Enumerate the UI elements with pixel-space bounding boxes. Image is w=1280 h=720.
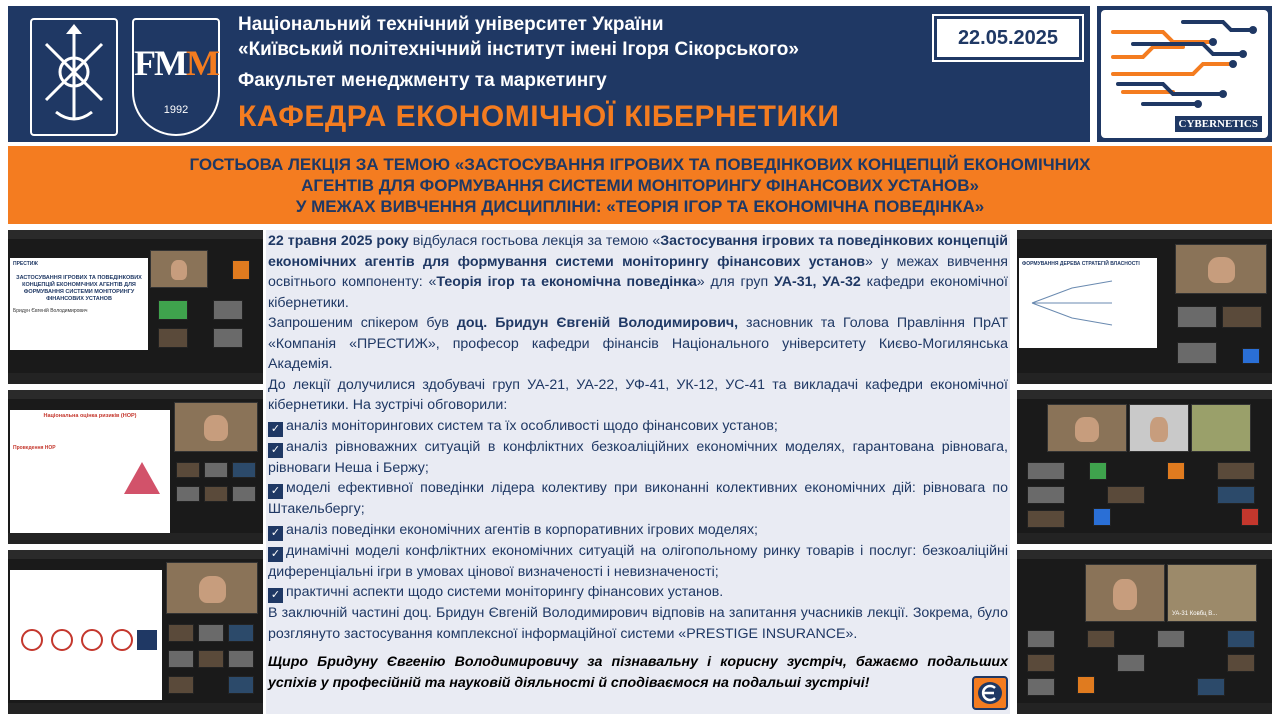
participant-tile <box>1227 630 1255 648</box>
lecture-screenshot-5 <box>1017 390 1272 544</box>
speaker-camera <box>1175 244 1267 294</box>
slide-preview <box>10 570 162 700</box>
participant-tile <box>1117 654 1145 672</box>
department-logo-small <box>972 676 1008 710</box>
participant-tile <box>228 676 254 694</box>
participant-tile <box>1222 306 1262 328</box>
speaker-camera <box>1085 564 1165 622</box>
participant-tile <box>1027 630 1055 648</box>
lecture-title-banner <box>8 146 1272 224</box>
participant-tile <box>1087 630 1115 648</box>
slide-title: ЗАСТОСУВАННЯ ІГРОВИХ ТА ПОВЕДІНКОВИХ КОНЦЕПЦІЙ ЕКОНОМІЧНИХ АГЕНТІВ ДЛЯ ФОРМУВАННЯ СИСТЕМИ МОНІТОРИНГУ ФІНАНСОВИХ УСТАНОВ <box>16 275 142 302</box>
speaker-camera <box>166 562 258 614</box>
participant-tile <box>1027 486 1065 504</box>
participant-tile <box>213 328 243 348</box>
process-diagram-icon <box>12 610 162 670</box>
event-date-text: 22 травня 2025 року <box>268 233 409 249</box>
slide-preview <box>10 410 170 534</box>
kpi-emblem-icon <box>32 20 116 134</box>
e-letter-icon <box>974 678 1006 708</box>
participant-tile <box>1177 342 1217 364</box>
participant-tile <box>198 650 224 668</box>
pyramid-icon <box>122 460 162 496</box>
fmm-logo-mark: FMM <box>134 43 218 83</box>
participant-tile <box>1027 510 1065 528</box>
participant-tile <box>204 486 228 502</box>
participant-tile <box>1217 486 1255 504</box>
participant-tile <box>1027 462 1065 480</box>
slide-subtitle: Проведення НОР <box>13 445 56 451</box>
participant-tile <box>168 676 194 694</box>
slide-brand: ПРЕСТИЖ <box>13 261 38 267</box>
slide-preview <box>10 258 148 350</box>
cybernetics-logo <box>1097 6 1272 142</box>
slide-speaker: Бридун Євгеній Володимирович <box>13 308 88 314</box>
paragraph-conclusion: В заключній частині доц. Бридун Євгеній Володимирович відповів на запитання учасників лекції. Зокрема, було розглянуто застосування комплексної інформаційної системи «PRESTIGE INSURANCE». <box>268 605 1008 642</box>
course-name: Теорія ігор та економічна поведінка <box>436 274 697 290</box>
participant-camera <box>1129 404 1189 452</box>
circuit-icon <box>1103 12 1266 132</box>
checkbox-icon: ✓ <box>268 443 283 458</box>
participant-tile <box>1167 462 1185 480</box>
faculty-name: Факультет менеджменту та маркетингу <box>238 70 607 91</box>
participant-tile <box>176 462 200 478</box>
participant-tile <box>1077 676 1095 694</box>
participant-tile <box>1242 348 1260 364</box>
lecture-screenshot-2 <box>8 390 263 544</box>
paragraph-intro: 22 травня 2025 року відбулася гостьова лекція за темою «Застосування ігрових та поведінкових концепцій економічних агентів для формування системи моніторингу фінансових установ» у межах вивчення освітнього компоненту: «Теорія ігор та економічна поведінка» для груп УА-31, УА-32 кафедри економічної кібернетики. <box>268 233 1009 311</box>
fmm-logo-year: 1992 <box>163 104 189 116</box>
topic-item: ✓ аналіз поведінки економічних агентів в корпоративних ігрових моделях; <box>268 520 1008 541</box>
lecture-screenshot-4 <box>1017 230 1272 384</box>
banner-line1: ГОСТЬОВА ЛЕКЦІЯ ЗА ТЕМОЮ «ЗАСТОСУВАННЯ ІГРОВИХ ТА ПОВЕДІНКОВИХ КОНЦЕПЦІЙ ЕКОНОМІЧНИХ <box>189 154 1091 174</box>
participant-tile <box>213 300 243 320</box>
lecture-screenshot-6 <box>1017 550 1272 714</box>
participant-tile <box>168 650 194 668</box>
fmm-logo <box>132 18 220 136</box>
header-panel <box>8 6 1090 142</box>
participant-tile <box>232 260 250 280</box>
checkbox-icon: ✓ <box>268 588 283 603</box>
participant-tile <box>1089 462 1107 480</box>
lecture-topic: Застосування ігрових та поведінкових концепцій економічних агентів для формування системи моніторингу фінансових установ <box>268 233 1008 270</box>
participant-tile <box>1217 462 1255 480</box>
participant-tile <box>198 624 224 642</box>
participant-tile <box>158 300 188 320</box>
participant-camera <box>1167 564 1257 622</box>
participant-tile <box>232 462 256 478</box>
speaker-name: доц. Бридун Євгеній Володимирович, <box>456 315 739 331</box>
participant-camera <box>1191 404 1251 452</box>
participant-tile <box>1197 678 1225 696</box>
cybernetics-logo-text: CYBERNETICS <box>1175 116 1262 132</box>
paragraph-thanks: Щиро Бридуну Євгенію Володимировичу за пізнавальну і корисну зустріч, бажаємо подальших успіхів у професійній та науковій діяльності й сподіваємося на подальші зустрічі! <box>268 654 1008 691</box>
student-groups: УА-31, УА-32 <box>774 274 861 290</box>
department-name: КАФЕДРА ЕКОНОМІЧНОЇ КІБЕРНЕТИКИ <box>238 100 840 133</box>
participant-tile <box>1227 654 1255 672</box>
participant-name: УА-31 Ковбц В... <box>1172 611 1218 617</box>
slide-title: ФОРМУВАННЯ ДЕРЕВА СТРАТЕГІЙ ВЛАСНОСТІ <box>1022 261 1140 267</box>
lecture-screenshot-3 <box>8 550 263 714</box>
participant-tile <box>1241 508 1259 526</box>
topic-item: ✓ моделі ефективної поведінки лідера колективу при виконанні колективних економічних дій: рівновага по Штакельбергу; <box>268 480 1008 517</box>
event-date: 22.05.2025 <box>934 16 1082 60</box>
strategy-tree-icon <box>1022 273 1152 333</box>
kpi-logo <box>30 18 118 136</box>
topic-item: ✓ практичні аспекти щодо системи моніторингу фінансових установ. <box>268 582 1008 603</box>
participant-tile <box>204 462 228 478</box>
topic-item: ✓ аналіз моніторингових систем та їх особливості щодо фінансових установ; <box>268 416 1008 437</box>
paragraph-attendees: До лекції долучилися здобувачі груп УА-21, УА-22, УФ-41, УК-12, УС-41 та викладачі кафедри економічної кібернетики. На зустрічі обговорили: <box>268 376 1008 413</box>
participant-tile <box>232 486 256 502</box>
checkbox-icon: ✓ <box>268 422 283 437</box>
participant-tile <box>1093 508 1111 526</box>
participant-tile <box>1027 654 1055 672</box>
topic-item: ✓ динамічні моделі конфліктних економічних ситуацій на олігопольному ринку товарів і послуг: безкоаліційні диференціальні ігри в умовах цінової визначеності і невизначеності; <box>268 542 1008 580</box>
banner-line3: У МЕЖАХ ВИВЧЕННЯ ДИСЦИПЛІНИ: «ТЕОРІЯ ІГОР ТА ЕКОНОМІЧНА ПОВЕДІНКА» <box>295 196 985 216</box>
participant-tile <box>228 650 254 668</box>
participant-tile <box>168 624 194 642</box>
checkbox-icon: ✓ <box>268 484 283 499</box>
participant-tile <box>176 486 200 502</box>
participant-tile <box>228 624 254 642</box>
participant-tile <box>158 328 188 348</box>
speaker-camera <box>174 402 258 452</box>
participant-tile <box>1107 486 1145 504</box>
paragraph-speaker: Запрошеним спікером був доц. Бридун Євгеній Володимирович, засновник та Голова Правління ПрАТ «Компанія «ПРЕСТИЖ», професор кафедри фінансів Національного університету Києво-Могилянська Академія. <box>268 315 1008 372</box>
participant-tile <box>1177 306 1217 328</box>
checkbox-icon: ✓ <box>268 547 283 562</box>
speaker-camera <box>1047 404 1127 452</box>
participant-tile <box>1027 678 1055 696</box>
checkbox-icon: ✓ <box>268 526 283 541</box>
slide-preview <box>1019 258 1157 348</box>
lecture-screenshot-1 <box>8 230 263 384</box>
banner-line2: АГЕНТІВ ДЛЯ ФОРМУВАННЯ СИСТЕМИ МОНІТОРИНГУ ФІНАНСОВИХ УСТАНОВ» <box>301 175 979 195</box>
topic-item: ✓ аналіз рівноважних ситуацій в конфліктних безкоаліційних економічних моделях, гарантована рівновага, рівноваги Неша і Бержу; <box>268 438 1008 476</box>
participant-tile <box>1157 630 1185 648</box>
university-name-line1: Національний технічний університет України <box>238 14 664 35</box>
speaker-camera <box>150 250 208 288</box>
article-text <box>266 230 1010 714</box>
slide-title: Національна оцінка ризиків (НОР) <box>43 413 137 419</box>
university-name-line2: «Київський політехнічний інститут імені Ігоря Сікорського» <box>238 39 799 60</box>
